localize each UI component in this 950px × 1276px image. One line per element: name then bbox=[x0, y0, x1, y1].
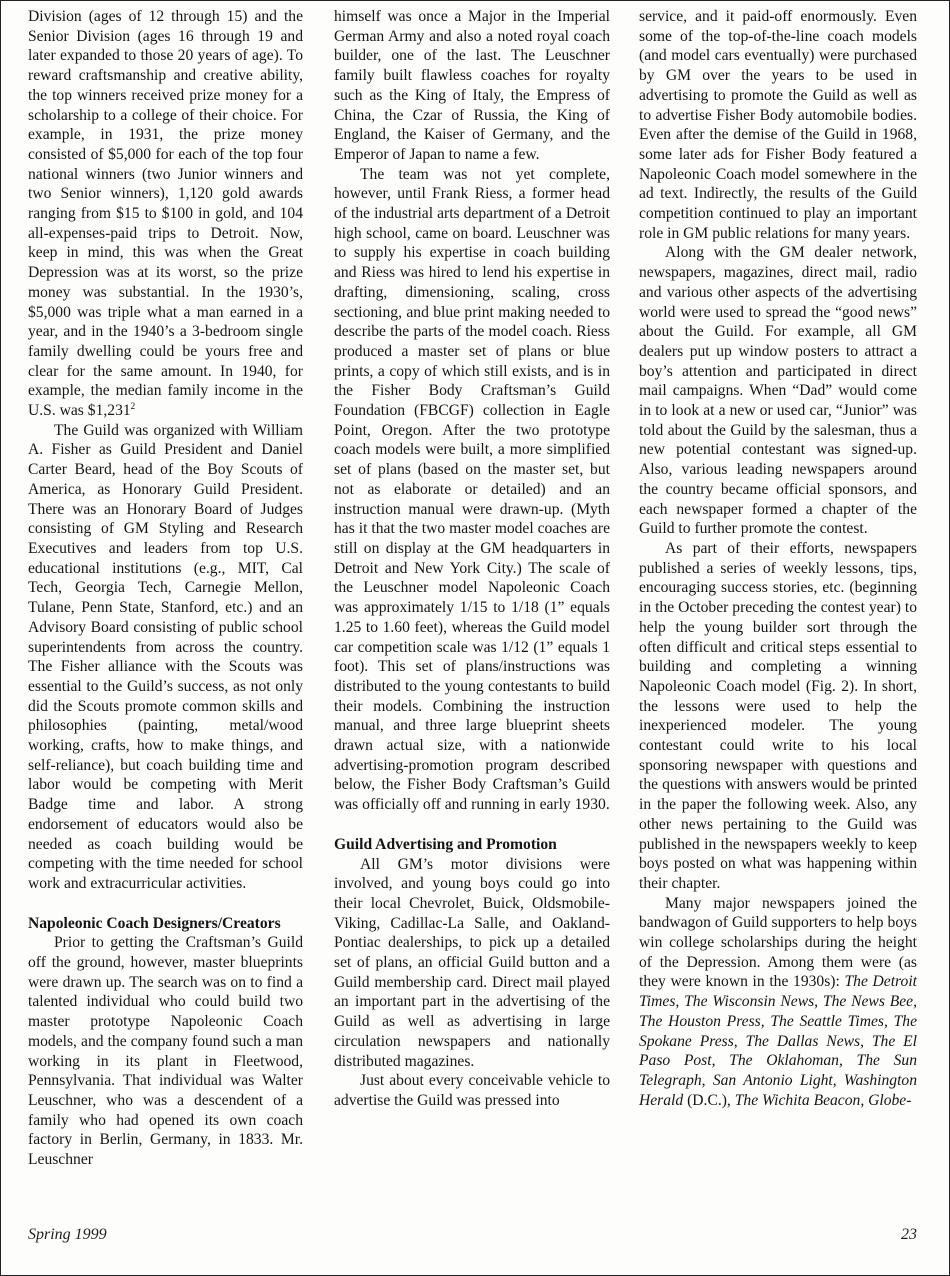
paragraph: Along with the GM dealer network, newspapers, magazines, direct mail, radio and various other aspects of the advertising world were used to spread the “good news” about the Guild. For example, all GM dealers put up window posters to attract a boy’s attention and participated in direct mail campaigns. When “Dad” would come in to look at a new or used car, “Junior” was told about the Guild by the salesman, thus a new potential contestant was signed-up. Also, various leading newspapers around the country became official sponsors, and each newspaper formed a chapter of the Guild to further promote the contest. bbox=[639, 244, 917, 538]
paragraph: The Guild was organized with William A. Fisher as Guild President and Daniel Carter Beard, head of the Boy Scouts of America, as Honorary Guild President. There was an Honorary Board of Judges consisting of GM Styling and Research Executives and leaders from top U.S. educational institutions (e.g., MIT, Cal Tech, Georgia Tech, Carnegie Mellon, Tulane, Penn State, Stanford, etc.) and an Advisory Board consisting of public school superintendents from across the country. The Fisher alliance with the Scouts was essential to the Guild’s success, as not only did the Scouts promote common skills and philosophies (painting, metal/wood working, crafts, how to make things, and self-reliance), but coach building time and labor would be competing with Merit Badge time and labor. A strong endorsement of educators would also be needed as coach building would be competing with the time needed for school work and extracurricular activities. bbox=[28, 421, 303, 892]
section-heading: Napoleonic Coach Designers/Creators bbox=[28, 914, 281, 932]
text-column-1 bbox=[28, 7, 303, 1170]
paragraph-text: Division (ages of 12 through 15) and the Senior Division (ages 16 through 19 and later expanded to those 20 years of age). To reward craftsmanship and creative ability, the top winners received prize money for a scholarship to a college of their choice. For example, in 1931, the prize money consisted of $5,000 for each of the top four national winners (two Junior winners and two Senior winners), 1,120 gold awards ranging from $15 to $100 in gold, and 104 all-expenses-paid trips to Detroit. Now, keep in mind, this was when the Great Depression was at its worst, so the prize money was substantial. In the 1930’s, $5,000 was triple what a man earned in a year, and in the 1940’s a 3-bedroom single family dwelling could be yours free and clear for the same amount. In 1940, for example, the median family income in the U.S. was $1,231 bbox=[28, 8, 303, 420]
paragraph-text: (D.C.), bbox=[683, 1091, 735, 1109]
paragraph: himself was once a Major in the Imperial German Army and also a noted royal coach builder, one of the last. The Leuschner family built flawless coaches for royalty such as the King of Italy, the Empress of China, the Czar of Russia, the King of England, the Kaiser of Germany, and the Emperor of Japan to name a few. bbox=[334, 8, 610, 163]
text-column-2 bbox=[334, 7, 610, 1111]
text-column-3 bbox=[639, 7, 917, 1110]
page-number: 23 bbox=[901, 1226, 917, 1243]
footnote-marker: 2 bbox=[130, 401, 136, 412]
paragraph: Just about every conceivable vehicle to advertise the Guild was pressed into bbox=[334, 1072, 610, 1109]
paragraph bbox=[639, 894, 917, 1111]
paragraph: Prior to getting the Craftsman’s Guild off the ground, however, master blueprints were drawn up. The search was on to find a talented individual who could build two master prototype Napoleonic Coach models, and the company found such a man working in its plant in Fleetwood, Pennsylvania. That individual was Walter Leuschner, who was a descendent of a family who had opened its own coach factory in Berlin, Germany, in 1833. Mr. Leuschner bbox=[28, 934, 303, 1169]
paragraph bbox=[28, 7, 303, 421]
issue-date: Spring 1999 bbox=[28, 1226, 107, 1243]
newspaper-list: The Wichita Beacon, Globe- bbox=[734, 1091, 912, 1109]
paragraph: As part of their efforts, newspapers published a series of weekly lessons, tips, encouraging success stories, etc. (beginning in the October preceding the contest year) to help the young builder sort through the often difficult and critical steps essential to building and completing a winning Napoleonic Coach model (Fig. 2). In short, the lessons were used to help the inexperienced modeler. The young contestant could write to his local sponsoring newspaper with questions and the questions with answers would be printed in the paper the following week. Also, any other news pertaining to the Guild was published in the newspapers weekly to keep boys posted on what was happening within their chapter. bbox=[639, 539, 917, 892]
paragraph: The team was not yet complete, however, until Frank Riess, a former head of the industrial arts department of a Detroit high school, came on board. Leuschner was to supply his expertise in coach building and Riess was hired to lend his expertise in drafting, dimensioning, scaling, cross sectioning, and blue print making needed to describe the parts of the model coach. Riess produced a master set of plans or blue prints, a copy of which still exists, and is in the Fisher Body Craftsman’s Guild Foundation (FBCGF) collection in Eagle Point, Oregon. After the two prototype coach models were built, a more simplified set of plans (based on the master set, but not as elaborate or detailed) and an instruction manual were drawn-up. (Myth has it that the two master model coaches are still on display at the GM headquarters in Detroit and New York City.) The scale of the Leuschner model Napoleonic Coach was approximately 1/15 to 1/18 (1” equals 1.25 to 1.60 feet), whereas the Guild model car competition scale was 1/12 (1” equals 1 foot). This set of plans/instructions was distributed to the young contestants to build their models. Combining the instruction manual, and three large blueprint sheets drawn actual size, with a nationwide advertising-promotion program described below, the Fisher Body Craftsman’s Guild was officially off and running in early 1930. bbox=[334, 165, 610, 814]
paragraph: All GM’s motor divisions were involved, and young boys could go into their local Chevrolet, Buick, Oldsmobile-Viking, Cadillac-La Salle, and Oakland-Pontiac dealerships, to pick up a detailed set of plans, an official Guild button and a Guild membership card. Direct mail played an important part in the advertising of the Guild as well as advertising in large circulation newspapers and nationally distributed magazines. bbox=[334, 855, 610, 1070]
paragraph-text: Many major newspapers joined the bandwagon of Guild supporters to help boys win college scholarships during the height of the Depression. Among them were (as they were known in the 1930s): bbox=[639, 894, 917, 991]
section-heading: Guild Advertising and Promotion bbox=[334, 835, 557, 853]
paragraph: service, and it paid-off enormously. Even some of the top-of-the-line coach models (and model cars eventually) were purchased by GM over the years to be used in advertising to promote the Guild as well as to advertise Fisher Body automobile bodies. Even after the demise of the Guild in 1968, some later ads for Fisher Body featured a Napoleonic Coach model somewhere in the ad text. Indirectly, the results of the Guild competition continued to play an important role in GM public relations for many years. bbox=[639, 8, 917, 242]
newspaper-list: The Detroit Times, The Wisconsin News, The News Bee, The Houston Press, The Seattle Times, The Spokane Press, The Dallas News, The El Paso Post, The Oklahoman, The Sun Telegraph, San Antonio Light, Washington Herald bbox=[639, 973, 917, 1109]
